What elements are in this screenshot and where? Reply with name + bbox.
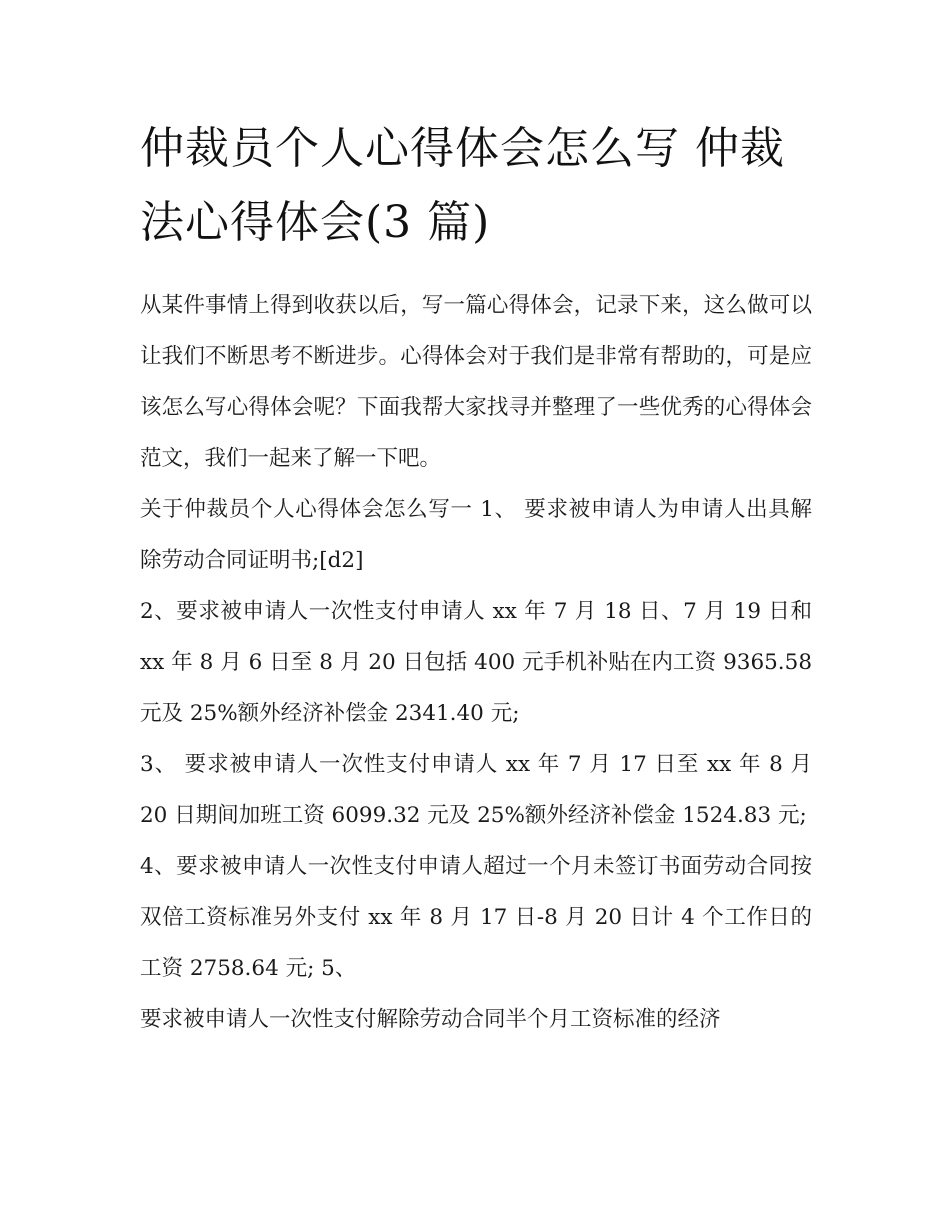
paragraph-item-1: 关于仲裁员个人心得体会怎么写一 1、 要求被申请人为申请人出具解除劳动合同证明书;[d2] [140,497,812,573]
paragraph-item-3: 3、 要求被申请人一次性支付申请人 xx 年 7 月 17 日至 xx 年 8 月 20 日期间加班工资 6099.32 元及 25%额外经济补偿金 1524.83 元; [140,752,812,828]
document-title: 仲裁员个人心得体会怎么写 仲裁法心得体会(3 篇) [140,123,785,248]
paragraph-item-5: 要求被申请人一次性支付解除劳动合同半个月工资标准的经济 [140,1007,721,1032]
paragraph-item-2: 2、要求被申请人一次性支付申请人 xx 年 7 月 18 日、7 月 19 日和 xx 年 8 月 6 日至 8 月 20 日包括 400 元手机补贴在内工资 9365.58 元及 25%额外经济补偿金 2341.40 元; [140,599,812,726]
document-page [140,112,812,1045]
document-body [140,280,812,1045]
paragraph-intro: 从某件事情上得到收获以后，写一篇心得体会，记录下来，这么做可以让我们不断思考不断进步。心得体会对于我们是非常有帮助的，可是应该怎么写心得体会呢？下面我帮大家找寻并整理了一些优秀的心得体会范文，我们一起来了解一下吧。 [140,293,812,471]
paragraph-item-4: 4、要求被申请人一次性支付申请人超过一个月未签订书面劳动合同按双倍工资标准另外支付 xx 年 8 月 17 日-8 月 20 日计 4 个工作日的工资 2758.64 元; 5、 [140,854,812,981]
